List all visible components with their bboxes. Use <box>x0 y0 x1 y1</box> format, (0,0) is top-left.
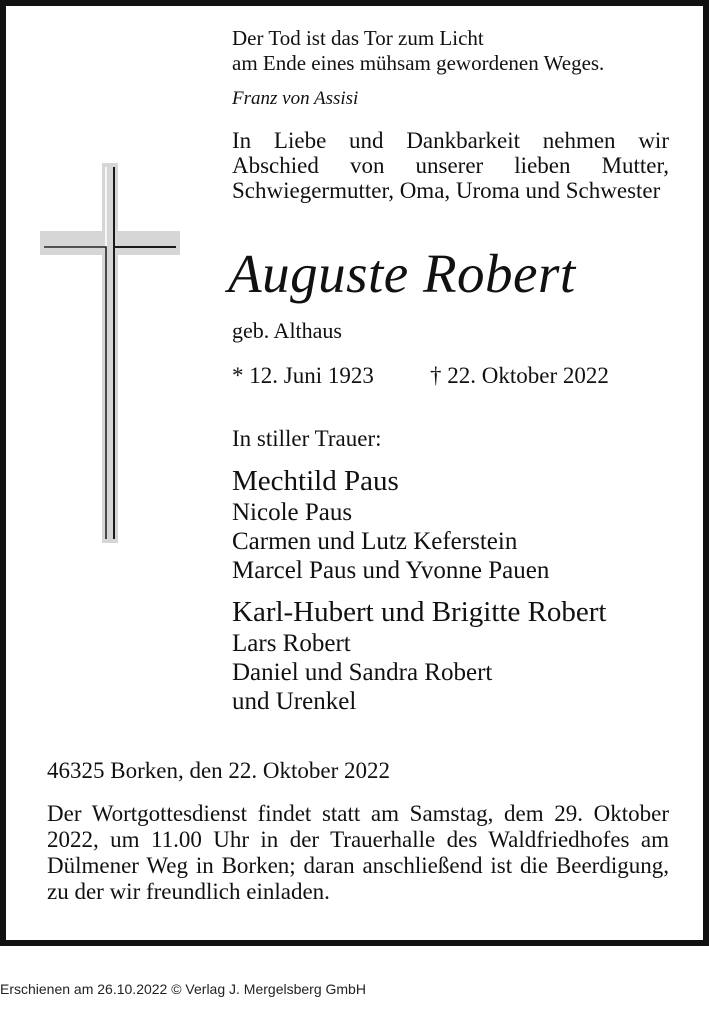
quote-line: am Ende eines mühsam gewordenen Weges. <box>232 51 605 75</box>
death-date: † 22. Oktober 2022 <box>430 363 609 388</box>
mourners-heading: In stiller Trauer: <box>232 426 382 451</box>
deceased-name: Auguste Robert <box>228 243 576 304</box>
place-date: 46325 Borken, den 22. Oktober 2022 <box>47 758 391 783</box>
mourner-name: Nicole Paus <box>232 499 353 526</box>
mourner-group <box>232 596 607 716</box>
mourner-name: und Urenkel <box>232 688 357 715</box>
mourner-name: Mechtild Paus <box>232 465 399 497</box>
funeral-notice: Der Wortgottesdienst findet statt am Samstag, dem 29. Oktober 2022, um 11.00 Uhr in der Trauerhalle des Waldfriedhofes am Dülmener Weg in Borken; daran anschließend ist die Beerdigung, zu der wir freundlich einladen. <box>47 801 669 904</box>
mourner-name: Karl-Hubert und Brigitte Robert <box>232 596 607 628</box>
memorial-cross-icon <box>40 163 180 543</box>
quote-author: Franz von Assisi <box>232 88 359 109</box>
maiden-name: geb. Althaus <box>232 318 342 343</box>
publication-footer: Erschienen am 26.10.2022 © Verlag J. Mergelsberg GmbH <box>0 981 366 997</box>
mourner-group <box>232 465 549 585</box>
intro-text: In Liebe und Dankbarkeit nehmen wir Abschied von unserer lieben Mutter, Schwiegermutter, Oma, Uroma und Schwester <box>232 128 669 203</box>
quote <box>232 26 604 76</box>
mourner-name: Marcel Paus und Yvonne Pauen <box>232 557 550 584</box>
quote-line: Der Tod ist das Tor zum Licht <box>232 26 484 50</box>
life-dates <box>232 363 662 389</box>
mourner-name: Daniel und Sandra Robert <box>232 659 493 686</box>
mourner-name: Carmen und Lutz Keferstein <box>232 528 518 555</box>
mourner-name: Lars Robert <box>232 630 351 657</box>
birth-date: * 12. Juni 1923 <box>232 363 374 388</box>
